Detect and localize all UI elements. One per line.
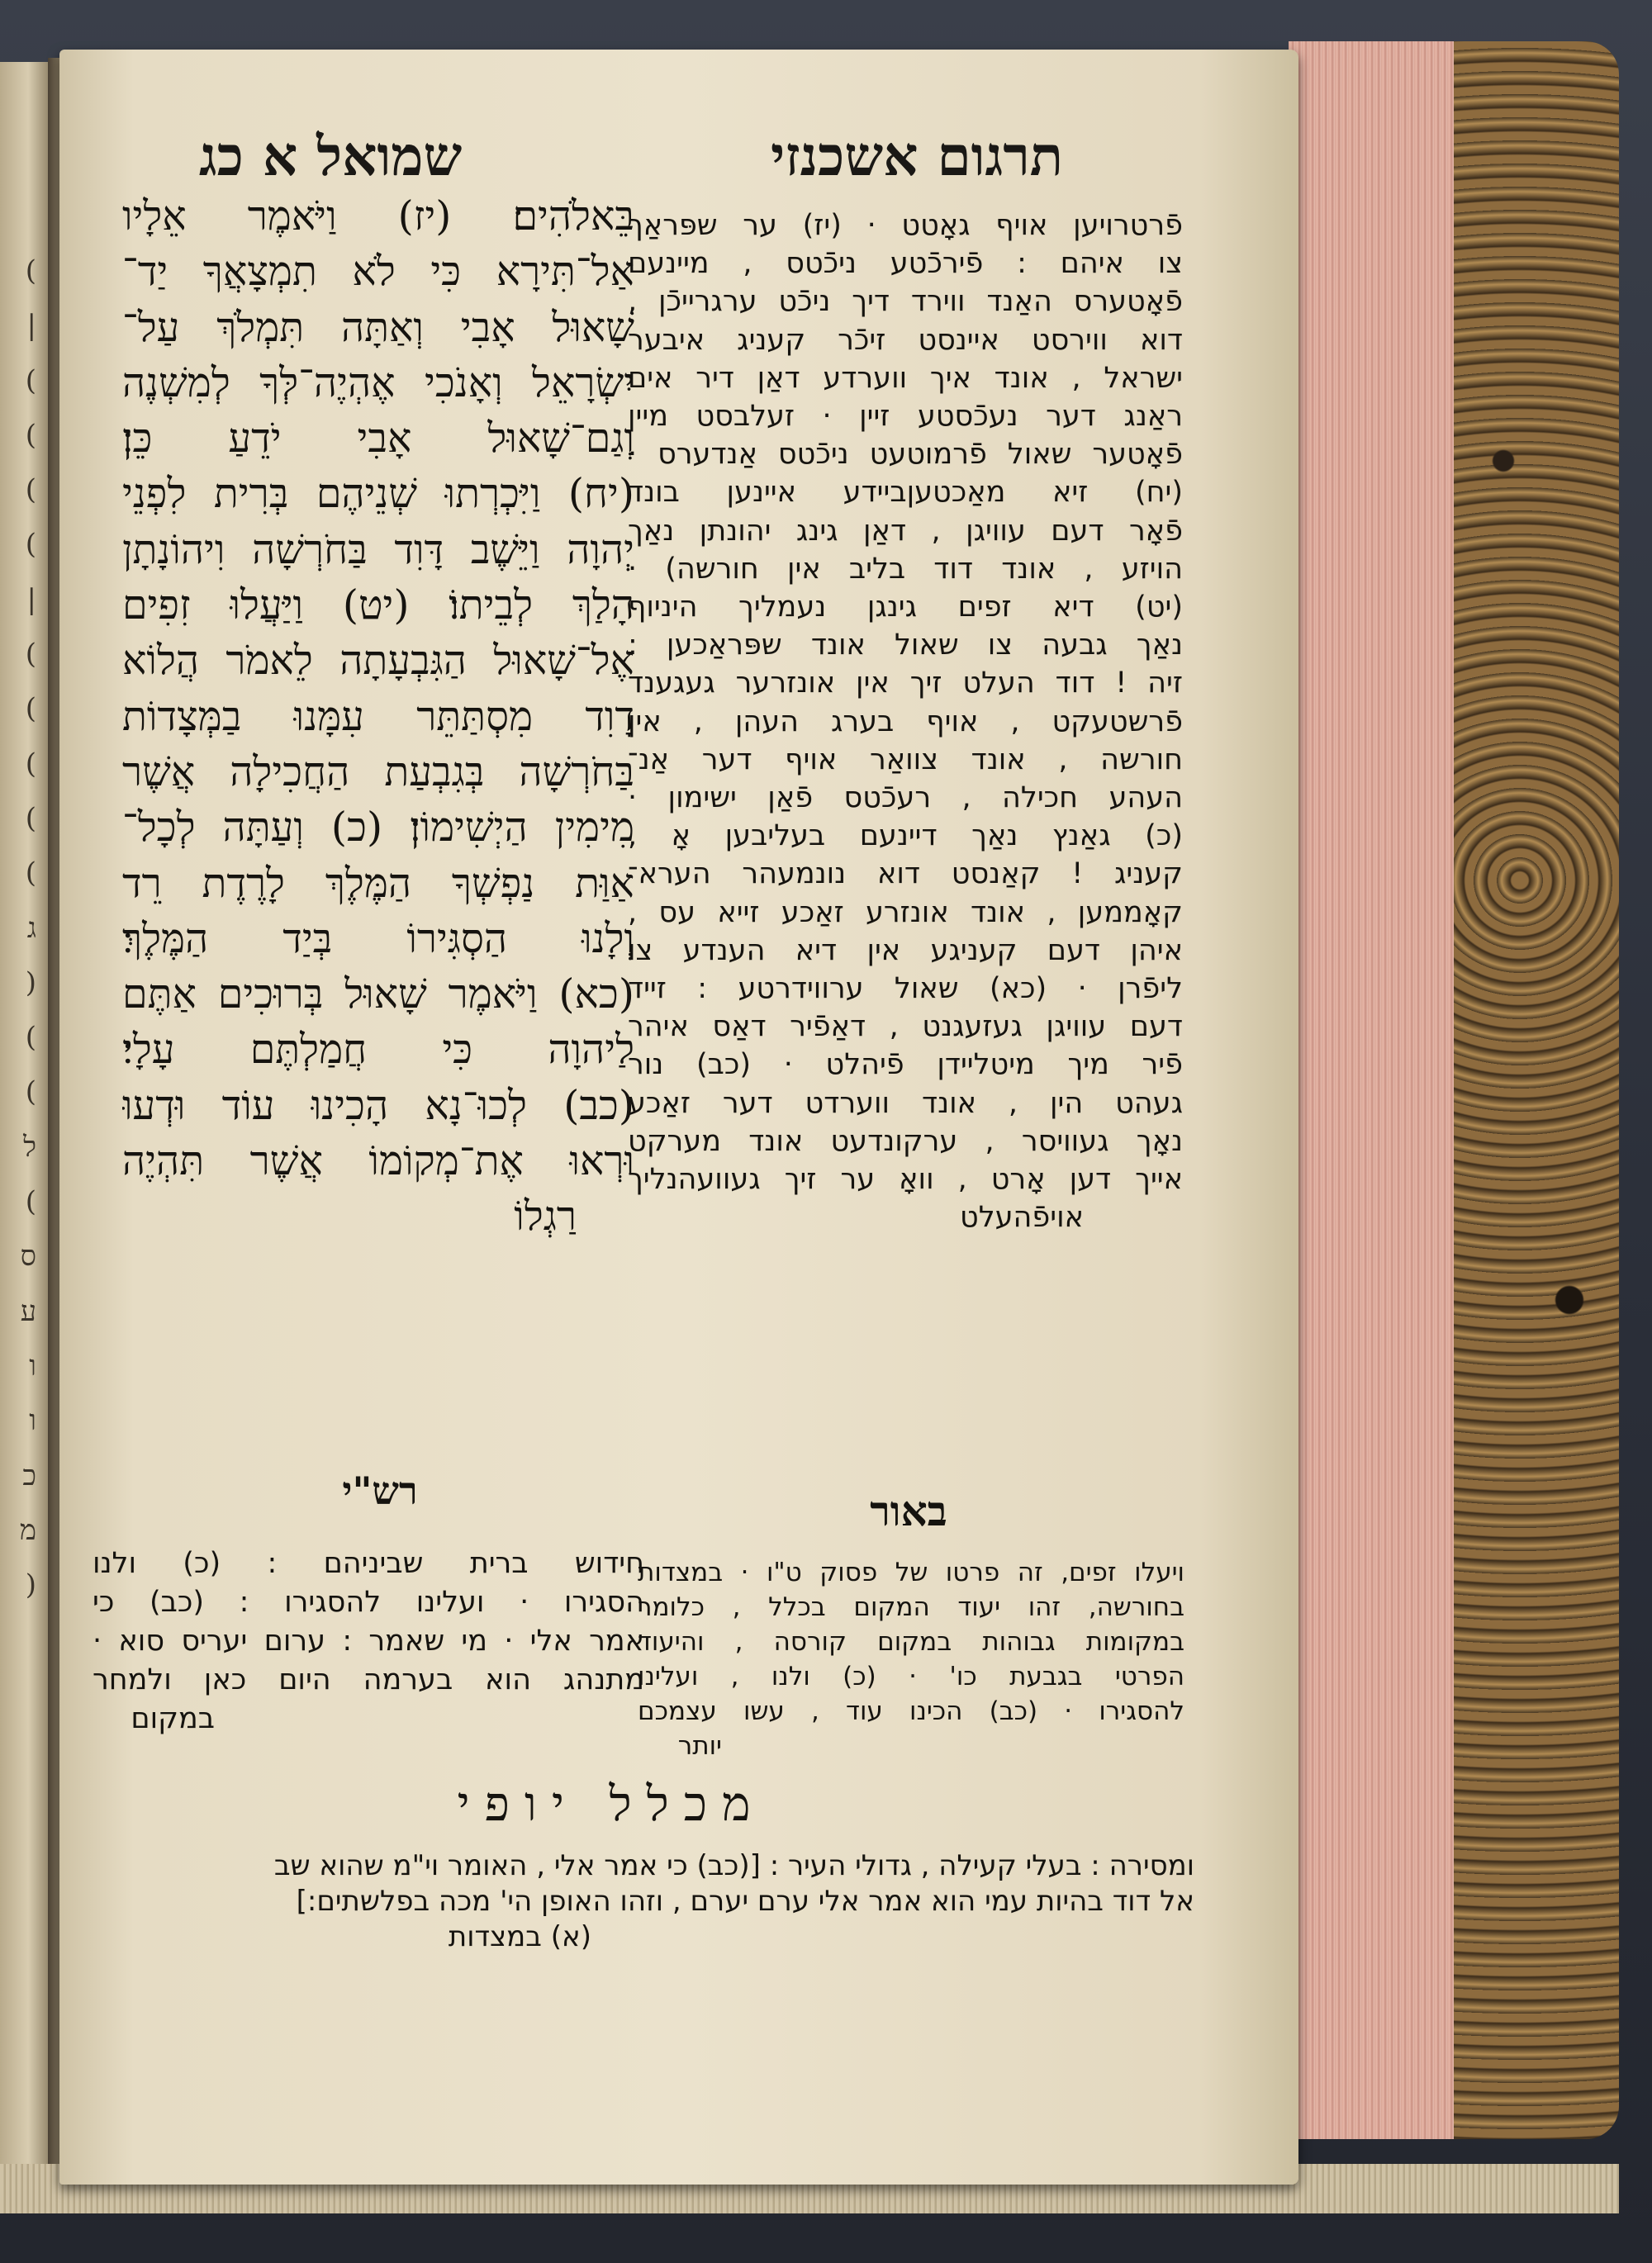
yiddish-line: פֿרטרויען אויף גאָטט · (יז) ער שפּראַך: [628, 209, 1183, 242]
yiddish-translation-column: [628, 206, 1183, 1236]
yiddish-line: פֿאָר דעם עוויגן , דאַן גינג יהונתן נאַך: [628, 514, 1183, 548]
yiddish-line: (יט) דיא זפים גינגן נעמליך היניוף: [628, 591, 1183, 624]
yiddish-line: (כ) גאַנץ נאַך דיינעם בעליבען אָ ,: [628, 819, 1183, 853]
facing-page-char: (: [25, 473, 36, 507]
hebrew-line: (יח) וַיִּכְרְתוּ שְׁנֵיהֶם בְּרִית לִפְנֵי: [122, 470, 634, 518]
facing-page-char: (: [25, 856, 36, 890]
beur-line: הפרטי בגבעת כו' · (כ) ולנו , ועלינו: [638, 1662, 1184, 1691]
hebrew-line: אַוַּת נַפְשְׁךָ הַמֶּלֶךְ לָרֶדֶת רֵד: [122, 859, 634, 907]
yiddish-line: פֿאָטער שאול פֿרמוטעט ניכֿטס אַנדערס ·: [628, 438, 1183, 472]
yiddish-line: דעם עוויגן געזעגנט , דאַפֿיר דאַס איהר: [628, 1010, 1183, 1044]
mikhlal-line: (א) במצדות: [448, 1920, 591, 1953]
hebrew-line: אַל־תִּירָא כִּי לֹא תִמְצָאֲךָ יַד־: [122, 248, 634, 296]
hebrew-line: לַיהוָה כִּי חֲמַלְתֶּם עָלָי׃: [122, 1026, 634, 1074]
hebrew-line: (כא) וַיֹּאמֶר שָׁאוּל בְּרוּכִים אַתֶּם: [122, 970, 634, 1018]
facing-page-char: ו: [29, 1349, 36, 1383]
facing-page-char: ו: [29, 1404, 36, 1438]
facing-page-char: (: [25, 692, 36, 726]
facing-page-char: ): [25, 1568, 36, 1602]
beur-line: ויעלו זפים, זה פרטו של פסוק ט"ו · במצדות: [638, 1558, 1184, 1587]
beur-line: יותר: [677, 1731, 722, 1761]
yiddish-line: פֿיר מיך מיטליידן פֿיהלט · (כב) נור: [628, 1048, 1183, 1082]
facing-page-char: (: [25, 801, 36, 835]
mikhlal-yofi-title: מכלל יופי: [457, 1776, 766, 1832]
rashi-line: אמר אלי · מי שאמר : ערום יעריס סוא ·: [93, 1625, 644, 1658]
yiddish-line: צו איהם : פֿירכֿטע ניכֿטס , מיינעם: [628, 247, 1183, 281]
hebrew-line: (כב) לְכוּ־נָא הָכִינוּ עוֹד וּדְעוּ: [122, 1081, 634, 1129]
rashi-commentary: [93, 1544, 644, 1739]
facing-page-char: ל: [23, 1130, 36, 1164]
rashi-line: הסגירו · ועלינו להסגירו : (כב) כי: [93, 1586, 644, 1619]
hebrew-line: וְגַם־שָׁאוּל אָבִי יֹדֵעַ כֵּן׃: [122, 415, 634, 463]
rashi-line: במקום: [131, 1702, 215, 1735]
yiddish-line: ליפֿרן · (כא) שאול ערווידרטע : זייד: [628, 972, 1183, 1006]
yiddish-line: פֿאָטערס האַנד ווירד דיך ניכֿט ערגרייכֿן ,: [628, 285, 1183, 319]
yiddish-line: קאָממען , אונד אונזרע זאַכע זייא עס ,: [628, 895, 1183, 929]
facing-page-char: (: [25, 638, 36, 671]
yiddish-line: דוא ווירסט איינסט זיכֿר קעניג איבער: [628, 323, 1183, 357]
yiddish-line: (יח) זיא מאַכטעןביידע איינען בונד: [628, 476, 1183, 510]
rashi-title: רש"י: [342, 1468, 418, 1513]
facing-page-edge: [0, 62, 51, 2172]
hebrew-line: בֵּאלֹהִים׃ (יז) וַיֹּאמֶר אֵלָיו: [122, 192, 634, 240]
running-header-book: שמואל א כג: [198, 124, 463, 188]
beur-line: בחורשה, זהו יעוד המקום בכלל , כלומר: [638, 1592, 1184, 1622]
beur-commentary: [638, 1555, 1184, 1763]
hebrew-line: יִשְׂרָאֵל וְאָנֹכִי אֶהְיֶה־לְּךָ לְמִשְׁנֶה: [122, 358, 634, 406]
yiddish-line: געהט הין , אונד ווערדט דער זאַכע: [628, 1086, 1183, 1120]
beur-title: באור: [870, 1487, 947, 1535]
mikhlal-line: ומסירה : בעלי קעילה , גדולי העיר : [(כב) כי אמר אלי , האומר וי"מ שהוא שב: [273, 1849, 1194, 1882]
yiddish-line: נאַך גבעה צו שאול אונד שפּראַכען :: [628, 629, 1183, 662]
yiddish-line: פֿרשטעקט , אויף בערג העהן , אין: [628, 705, 1183, 738]
facing-page-char: |: [26, 309, 36, 343]
hebrew-line: מִימִין הַיְשִׁימוֹן׃ (כ) וְעַתָּה לְכָל־: [122, 804, 634, 852]
hebrew-line: שָׁאוּל אָבִי וְאַתָּה תִּמְלֹךְ עַל־: [122, 303, 634, 351]
hebrew-line: וּרְאוּ אֶת־מְקוֹמוֹ אֲשֶׁר תִּהְיֶה: [122, 1137, 634, 1185]
facing-page-char: (: [25, 528, 36, 562]
facing-page-char: (: [25, 254, 36, 287]
hebrew-line: בַּחֹרְשָׁה בְּגִבְעַת הַחֲכִילָה אֲשֶׁר: [122, 747, 634, 795]
hebrew-line: יְהוָה וַיֵּשֶׁב דָּוִד בַּחֹרְשָׁה וִיהוֹנָתָן: [122, 525, 634, 573]
facing-page-char: (: [25, 1021, 36, 1055]
facing-page-char: ס: [20, 1240, 36, 1274]
facing-page-char: ג: [26, 911, 36, 945]
yiddish-line: איהן דעם קעניגע אין דיא הענדע צו: [628, 933, 1183, 967]
facing-page-char: (: [25, 363, 36, 397]
mikhlal-line: אל דוד בהיות עמי הוא אמר אלי ערם יערם , וזהו האופן הי' מכה בפלשתים:]: [296, 1885, 1194, 1918]
yiddish-line: ישראל , אונד איך ווערדע דאַן דיר אים: [628, 361, 1183, 395]
hebrew-line: אֶל־שָׁאוּל הַגִּבְעָתָה לֵאמֹר הֲלוֹא: [122, 637, 634, 685]
yiddish-line: העהע חכילה , רעכֿטס פֿאַן ישימון ·: [628, 781, 1183, 815]
facing-page-char: (: [25, 1075, 36, 1109]
yiddish-line: אייך דען אָרט , וואָ ער זיך געוועהנליך: [628, 1163, 1183, 1197]
facing-page-char: כ: [22, 1459, 36, 1492]
mikhlal-yofi-commentary: [79, 1848, 1194, 1955]
facing-page-char: מ: [19, 1513, 36, 1547]
hebrew-line: הָלַךְ לְבֵיתוֹ׃ (יט) וַיַּעֲלוּ זִפִים: [122, 581, 634, 629]
hebrew-line: רַגְלוֹ: [514, 1193, 577, 1241]
hebrew-text-column: [122, 188, 634, 1245]
facing-page-char: (: [25, 1185, 36, 1219]
yiddish-line: חורשה , אונד צוואַר אויף דער אַנ־: [628, 742, 1183, 776]
facing-page-char: (: [25, 747, 36, 780]
rashi-line: מתנהג הוא בערמה היום כאן ולמחר: [93, 1663, 644, 1696]
yiddish-line: נאָך געוויסר , ערקונדעט אונד מערקט: [628, 1124, 1183, 1158]
yiddish-line: אויפֿהעלט: [960, 1201, 1084, 1235]
facing-page-char: ): [25, 965, 36, 999]
yiddish-line: הויזע , אונד דוד בליב אין חורשה) ·: [628, 552, 1183, 586]
yiddish-line: ראַנג דער נעכֿסטע זיין · זעלבסט מיין: [628, 400, 1183, 434]
beur-line: במקומות גבוהות במקום קורסה , והיעוד: [638, 1627, 1184, 1657]
hebrew-line: וְלָנוּ הַסְגִּירוֹ בְּיַד הַמֶּלֶךְ׃: [122, 914, 634, 962]
yiddish-line: קעניג ! קאַנסט דוא נונמעהר הערא־: [628, 857, 1183, 891]
facing-page-char: ע: [20, 1294, 36, 1328]
marbled-cover: [1454, 41, 1619, 2139]
rashi-line: חידוש ברית שביניהם : (כ) ולנו: [93, 1547, 644, 1580]
beur-line: להסגירו · (כב) הכינו עוד , עשו עצמכם: [638, 1696, 1184, 1726]
running-header-targum: תרגום אשכנזי: [770, 124, 1064, 188]
facing-page-char: |: [26, 582, 36, 616]
facing-page-char: (: [25, 418, 36, 452]
hebrew-line: דָוִד מִסְתַּתֵּר עִמָּנוּ בַמְּצָדוֹת: [122, 692, 634, 740]
facing-page-margin-text: [3, 244, 36, 1612]
yiddish-line: זיה ! דוד העלט זיך אין אונזרער געגענד: [628, 667, 1183, 700]
